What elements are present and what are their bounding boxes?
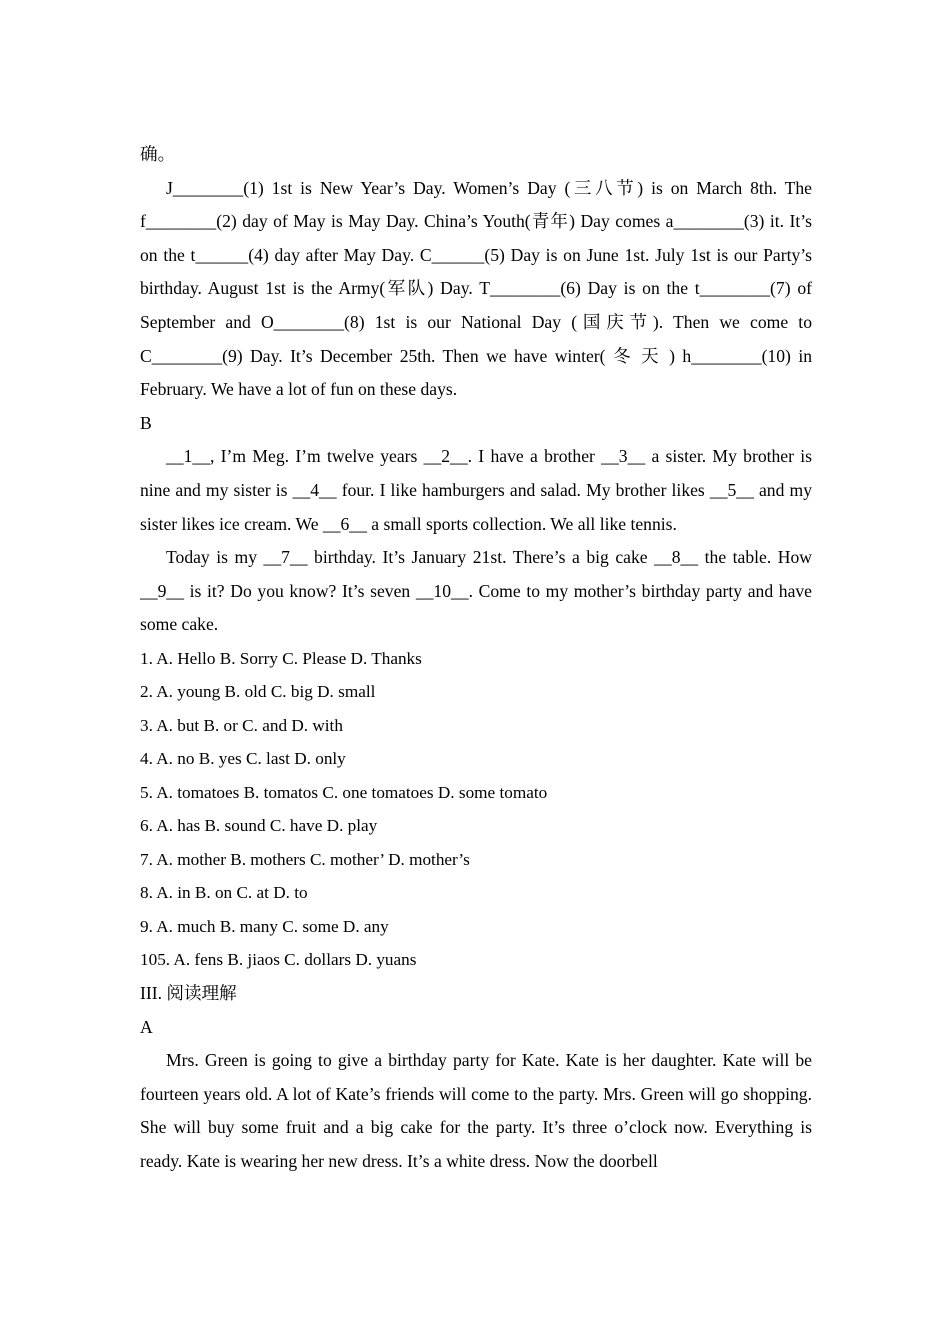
cloze-b-label: B: [140, 412, 152, 433]
mc-option-item: 9. A. much B. many C. some D. any: [140, 916, 389, 936]
fragment-top-text: 确。: [140, 144, 176, 164]
reading-passage-label: A: [140, 1016, 153, 1037]
mc-option-item: 2. A. young B. old C. big D. small: [140, 682, 376, 702]
reading-passage-text: Mrs. Green is going to give a birthday party for Kate. Kate is her daughter. Kate will be fourteen years old. A lot of Kate’s friends will come to the party. Mrs. Green will go shopping. She will buy some fruit and a big cake for the party. It’s three o’clock now. Everything is ready. Kate is wearing her new dress. It’s a white dress. Now the doorbell: [140, 1050, 812, 1171]
multiple-choice-list: [140, 642, 812, 977]
cloze-a-paragraph: J________(1) 1st is New Year’s Day. Women’s Day (三八节) is on March 8th. The f________(2) day of May is May Day. China’s Youth(青年) Day comes a________(3) it. It’s on the t______(4) day after May Day. C______(5) Day is on June 1st. July 1st is our Party’s birthday. August 1st is the Army(军队) Day. T________(6) Day is on the t________(7) of September and O________(8) 1st is our National Day (国庆节). Then we come to C________(9) Day. It’s December 25th. Then we have winter( 冬 天 ) h________(10) in February. We have a lot of fun on these days.: [140, 177, 812, 400]
cloze-b-paragraph-2: Today is my __7__ birthday. It’s January 21st. There’s a big cake __8__ the table. How __9__ is it? Do you know? It’s seven __10__. Come to my mother’s birthday party and have some cake.: [140, 547, 812, 635]
mc-option-item: 5. A. tomatoes B. tomatos C. one tomatoes D. some tomato: [140, 782, 548, 802]
mc-option-item: 8. A. in B. on C. at D. to: [140, 883, 308, 903]
cloze-b-paragraph-1: __1__, I’m Meg. I’m twelve years __2__. I have a brother __3__ a sister. My brother is nine and my sister is __4__ four. I like hamburgers and salad. My brother likes __5__ and my sister likes ice cream. We __6__ a small sports collection. We all like tennis.: [140, 446, 812, 534]
reading-section-heading: III. 阅读理解: [140, 982, 237, 1003]
mc-option-item: 3. A. but B. or C. and D. with: [140, 715, 343, 735]
mc-option-item: 7. A. mother B. mothers C. mother’ D. mother’s: [140, 849, 470, 869]
mc-option-item: 4. A. no B. yes C. last D. only: [140, 749, 346, 769]
mc-option-item: 105. A. fens B. jiaos C. dollars D. yuans: [140, 950, 417, 970]
mc-option-item: 1. A. Hello B. Sorry C. Please D. Thanks: [140, 648, 422, 668]
page-content-column: [140, 138, 812, 1178]
mc-option-item: 6. A. has B. sound C. have D. play: [140, 816, 378, 836]
